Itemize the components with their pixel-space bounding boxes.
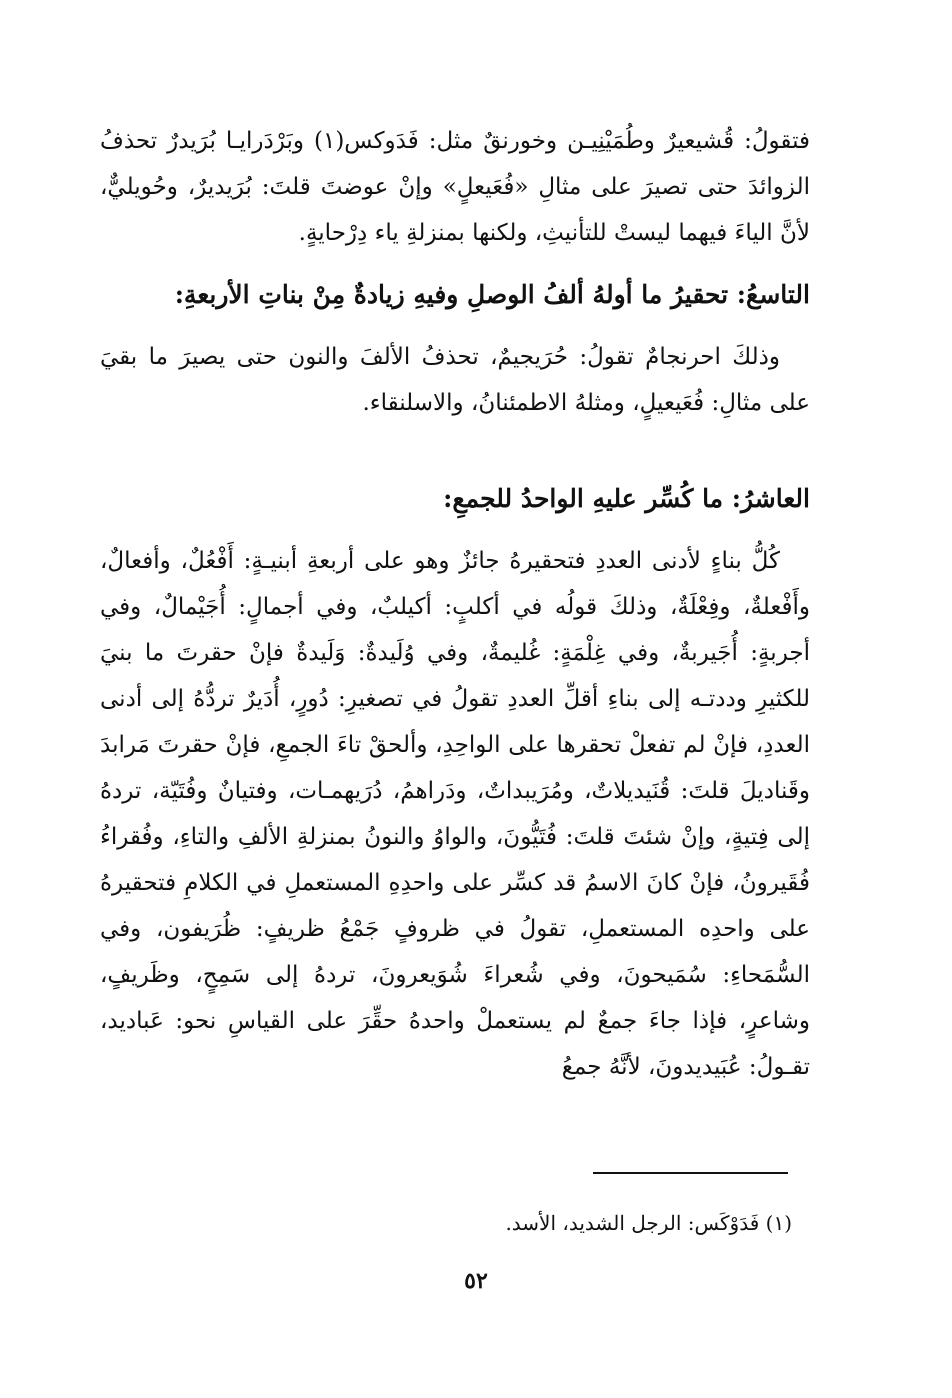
page-number: ٥٢	[464, 1268, 488, 1294]
spacer	[100, 320, 810, 334]
heading-tenth: العاشرُ: ما كُسِّر عليهِ الواحدُ للجمعِ:	[443, 484, 810, 513]
spacer	[100, 426, 810, 474]
heading-ninth: التاسعُ: تحقيرُ ما أولهُ ألفُ الوصلِ وفيهِ زيادةٌ مِنْ بناتِ الأربعةِ:	[174, 280, 810, 309]
paragraph-3: كُلُّ بناءٍ لأدنى العددِ فتحقيرهُ جائزٌ وهو على أربعةِ أبنيـةٍ: أَفْعُلٌ، وأفعالٌ، وأَفْعلةٌ، وفِعْلَةٌ، وذلكَ قولُه في أكلبٍ: أكيلبٌ، وفي أجمالٍ: أُجَيْمالٌ، وفي أجربةٍ: أُجَيربةٌ، وفي غِلْمَةٍ: غُليمةٌ، وفي وُلَيدةٌ: وَلَيدةٌ فإنْ حقرتَ ما بنيَ للكثيرِ وددتـه إلى بناءِ أقلِّ العددِ تقولُ في تصغيرِ: دُورٍ، أُدَيرٌ تردُّهُ إلى أدنى العددِ، فإنْ لم تفعلْ تحقرها على الواحِدِ، وألحقْ تاءَ الجمعِ، فإنْ حقرتَ مَرابدَ وقَناديلَ قلتَ: قُنَيديلاتٌ، ومُرَيبداتٌ، ودَراهمُ، دُرَيهمـات، وفتيانٌ وفُتَيّة، تردهُ إلى فِتيةٍ، وإنْ شئتَ قلتَ: فُتَيُّونَ، والواوُ والنونُ بمنزلةِ الألفِ والتاءِ، وفُقراءُ فُقَيرونُ، فإنْ كانَ الاسمُ قد كسِّر على واحدِهِ المستعملِ في الكلامِ فتحقيرهُ على واحدِه المستعملِ، تقولُ في ظروفٍ جَمْعُ ظريفٍ: ظُرَيفون، وفي السُّمَحاءِ: سُمَيحونَ، وفي شُعراءَ شُوَيعرونَ، تردهُ إلى سَمِحٍ، وظَريفٍ، وشاعرٍ، فإذا جاءَ جمعٌ لم يستعملْ واحدهُ حقِّرَ على القياسِ نحو: عَباديد، تقـولُ: عُبَيديدونَ، لأنَّهُ جمعُ	[100, 548, 810, 1080]
footnote-divider	[593, 1172, 788, 1174]
page-body	[100, 118, 810, 1090]
paragraph-1: فتقولُ: قُشيعيرٌ وطُمَيْنِيـن وخورنقٌ مثل: فَدَوكس(١) وبَرْدَرايـا بُرَيدرٌ تحذفُ الزوائدَ حتى تصيرَ على مثالِ «فُعَيعلٍ» وإنْ عوضتَ قلتَ: بُرَيديرٌ، وحُويليٌّ، لأنَّ الياءَ فيهما ليستْ للتأنيثِ، ولكنها بمنزلةِ ياء دِرْحايةٍ.	[100, 128, 811, 246]
paragraph-2: وذلكَ احرنجامٌ تقولُ: حُرَيجيمٌ، تحذفُ الألفَ والنون حتى يصيرَ ما بقيَ على مثالِ: فُعَيعيلٍ، ومثلهُ الاطمئنانُ، والاسلنقاء.	[100, 344, 810, 416]
spacer	[100, 524, 810, 538]
footnote: (١) فَدَوْكَس: الرجل الشديد، الأسد.	[505, 1211, 792, 1235]
spacer	[100, 256, 810, 270]
